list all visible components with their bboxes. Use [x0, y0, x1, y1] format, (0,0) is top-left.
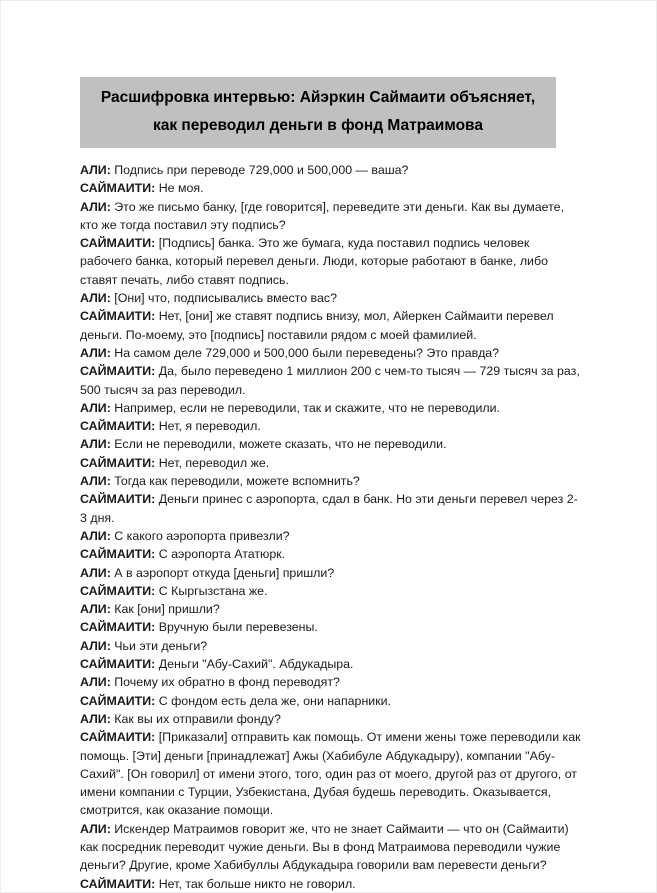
utterance-text: С фондом есть дела же, они напарники.	[155, 693, 391, 708]
dialogue-paragraph	[80, 692, 581, 710]
dialogue-paragraph	[80, 234, 581, 289]
speaker-name: АЛИ:	[80, 638, 111, 653]
utterance-text: Например, если не переводили, так и скажите, что не переводили.	[110, 400, 500, 415]
dialogue-paragraph	[80, 600, 581, 618]
utterance-text: С аэропорта Ататюрк.	[155, 547, 286, 562]
speaker-name: АЛИ:	[80, 400, 111, 415]
utterance-text: Нет, переводил же.	[155, 455, 270, 470]
utterance-text: Как [они] пришли?	[110, 602, 220, 617]
utterance-text: Чьи эти деньги?	[110, 638, 208, 653]
utterance-text: [Приказали] отправить как помощь. От имени жены тоже переводили как помощь. [Эти] деньги [принадлежат] Ажы (Хабибуле Абдукадыру), компании "Абу-Сахий". [Он говорил] от имени этого, того, один раз от моего, другой раз от другого, от имени компании с Турции, Узбекистана, Дубая будешь переводить. Оказывается, смотрится, как оказание помощи.	[80, 730, 581, 818]
speaker-name: САЙМАИТИ:	[80, 455, 156, 470]
dialogue-paragraph	[80, 618, 581, 636]
dialogue-paragraph	[80, 472, 581, 490]
speaker-name: АЛИ:	[80, 675, 111, 690]
speaker-name: САЙМАИТИ:	[80, 620, 156, 635]
utterance-text: На самом деле 729,000 и 500,000 были переведены? Это правда?	[110, 345, 500, 360]
dialogue-paragraph	[80, 399, 581, 417]
utterance-text: Тогда как переводили, можете вспомнить?	[110, 474, 360, 489]
speaker-name: САЙМАИТИ:	[80, 657, 156, 672]
speaker-name: АЛИ:	[80, 602, 111, 617]
utterance-text: Вручную были перевезены.	[155, 620, 318, 635]
dialogue-paragraph	[80, 673, 581, 691]
article-title-line-1: Расшифровка интервью: Айэркин Саймаити объясняет,	[100, 89, 536, 106]
utterance-text: Как вы их отправили фонду?	[110, 711, 281, 726]
transcript-body	[80, 161, 581, 893]
utterance-text: Не моя.	[155, 181, 204, 196]
utterance-text: С какого аэропорта привезли?	[110, 528, 290, 543]
utterance-text: Нет, [они] же ставят подпись внизу, мол, Айеркен Саймаити перевел деньги. По-моему, это [подпись] поставили рядом с моей фамилией.	[80, 309, 554, 342]
dialogue-paragraph	[80, 710, 581, 728]
article-title-banner	[80, 77, 556, 148]
dialogue-paragraph	[80, 344, 581, 362]
utterance-text: Деньги "Абу-Сахий". Абдукадыра.	[155, 657, 354, 672]
speaker-name: САЙМАИТИ:	[80, 492, 156, 507]
speaker-name: АЛИ:	[80, 199, 111, 214]
dialogue-paragraph	[80, 637, 581, 655]
dialogue-paragraph	[80, 454, 581, 472]
speaker-name: АЛИ:	[80, 821, 111, 836]
article-title-line-2: как переводил деньги в фонд Матраимова	[152, 117, 484, 134]
dialogue-paragraph	[80, 564, 581, 582]
dialogue-paragraph	[80, 582, 581, 600]
dialogue-paragraph	[80, 307, 581, 344]
speaker-name: АЛИ:	[80, 565, 111, 580]
dialogue-paragraph	[80, 362, 581, 399]
speaker-name: САЙМАИТИ:	[80, 181, 156, 196]
dialogue-paragraph	[80, 417, 581, 435]
utterance-text: [Подпись] банка. Это же бумага, куда поставил подпись человек рабочего банка, который перевел деньги. Люди, которые работают в банке, либо ставят печать, либо ставят подпись.	[80, 236, 548, 287]
speaker-name: АЛИ:	[80, 474, 111, 489]
utterance-text: Подпись при переводе 729,000 и 500,000 — ваша?	[110, 163, 409, 177]
speaker-name: АЛИ:	[80, 345, 111, 360]
speaker-name: АЛИ:	[80, 163, 111, 177]
dialogue-paragraph	[80, 655, 581, 673]
utterance-text: Искендер Матраимов говорит же, что не знает Саймаити — что он (Саймаити) как посредник переводит чужие деньги. Вы в фонд Матраимова переводили чужие деньги? Другие, кроме Хабибуллы Абдукадыра говорили вам перевести деньги?	[80, 821, 569, 873]
speaker-name: САЙМАИТИ:	[80, 547, 156, 562]
dialogue-paragraph	[80, 820, 581, 875]
speaker-name: САЙМАИТИ:	[80, 876, 156, 891]
speaker-name: САЙМАИТИ:	[80, 236, 156, 251]
speaker-name: АЛИ:	[80, 437, 111, 452]
speaker-name: САЙМАИТИ:	[80, 693, 156, 708]
utterance-text: Если не переводили, можете сказать, что не переводили.	[110, 437, 447, 452]
speaker-name: САЙМАИТИ:	[80, 583, 156, 598]
dialogue-paragraph	[80, 545, 581, 563]
dialogue-paragraph	[80, 728, 581, 819]
utterance-text: А в аэропорт откуда [деньги] пришли?	[110, 565, 335, 580]
dialogue-paragraph	[80, 435, 581, 453]
dialogue-paragraph	[80, 179, 581, 197]
speaker-name: АЛИ:	[80, 711, 111, 726]
utterance-text: [Они] что, подписывались вместо вас?	[110, 291, 337, 306]
dialogue-paragraph	[80, 490, 581, 527]
utterance-text: Да, было переведено 1 миллион 200 с чем-то тысяч — 729 тысяч за раз, 500 тысяч за раз переводил.	[80, 364, 580, 397]
utterance-text: Нет, я переводил.	[155, 419, 261, 434]
dialogue-paragraph	[80, 875, 581, 893]
dialogue-paragraph	[80, 527, 581, 545]
utterance-text: Нет, так больше никто не говорил.	[155, 876, 356, 891]
dialogue-paragraph	[80, 198, 581, 235]
utterance-text: Почему их обратно в фонд переводят?	[110, 675, 340, 690]
speaker-name: САЙМАИТИ:	[80, 364, 156, 379]
utterance-text: Деньги принес с аэропорта, сдал в банк. Но эти деньги перевел через 2-3 дня.	[80, 492, 578, 525]
dialogue-paragraph	[80, 161, 581, 179]
utterance-text: С Кыргызстана же.	[155, 583, 268, 598]
dialogue-paragraph	[80, 289, 581, 307]
speaker-name: АЛИ:	[80, 528, 111, 543]
utterance-text: Это же письмо банку, [где говорится], переведите эти деньги. Как вы думаете, кто же тогда поставил эту подпись?	[80, 199, 565, 232]
speaker-name: САЙМАИТИ:	[80, 309, 156, 324]
speaker-name: АЛИ:	[80, 291, 111, 306]
speaker-name: САЙМАИТИ:	[80, 419, 156, 434]
speaker-name: САЙМАИТИ:	[80, 730, 156, 745]
